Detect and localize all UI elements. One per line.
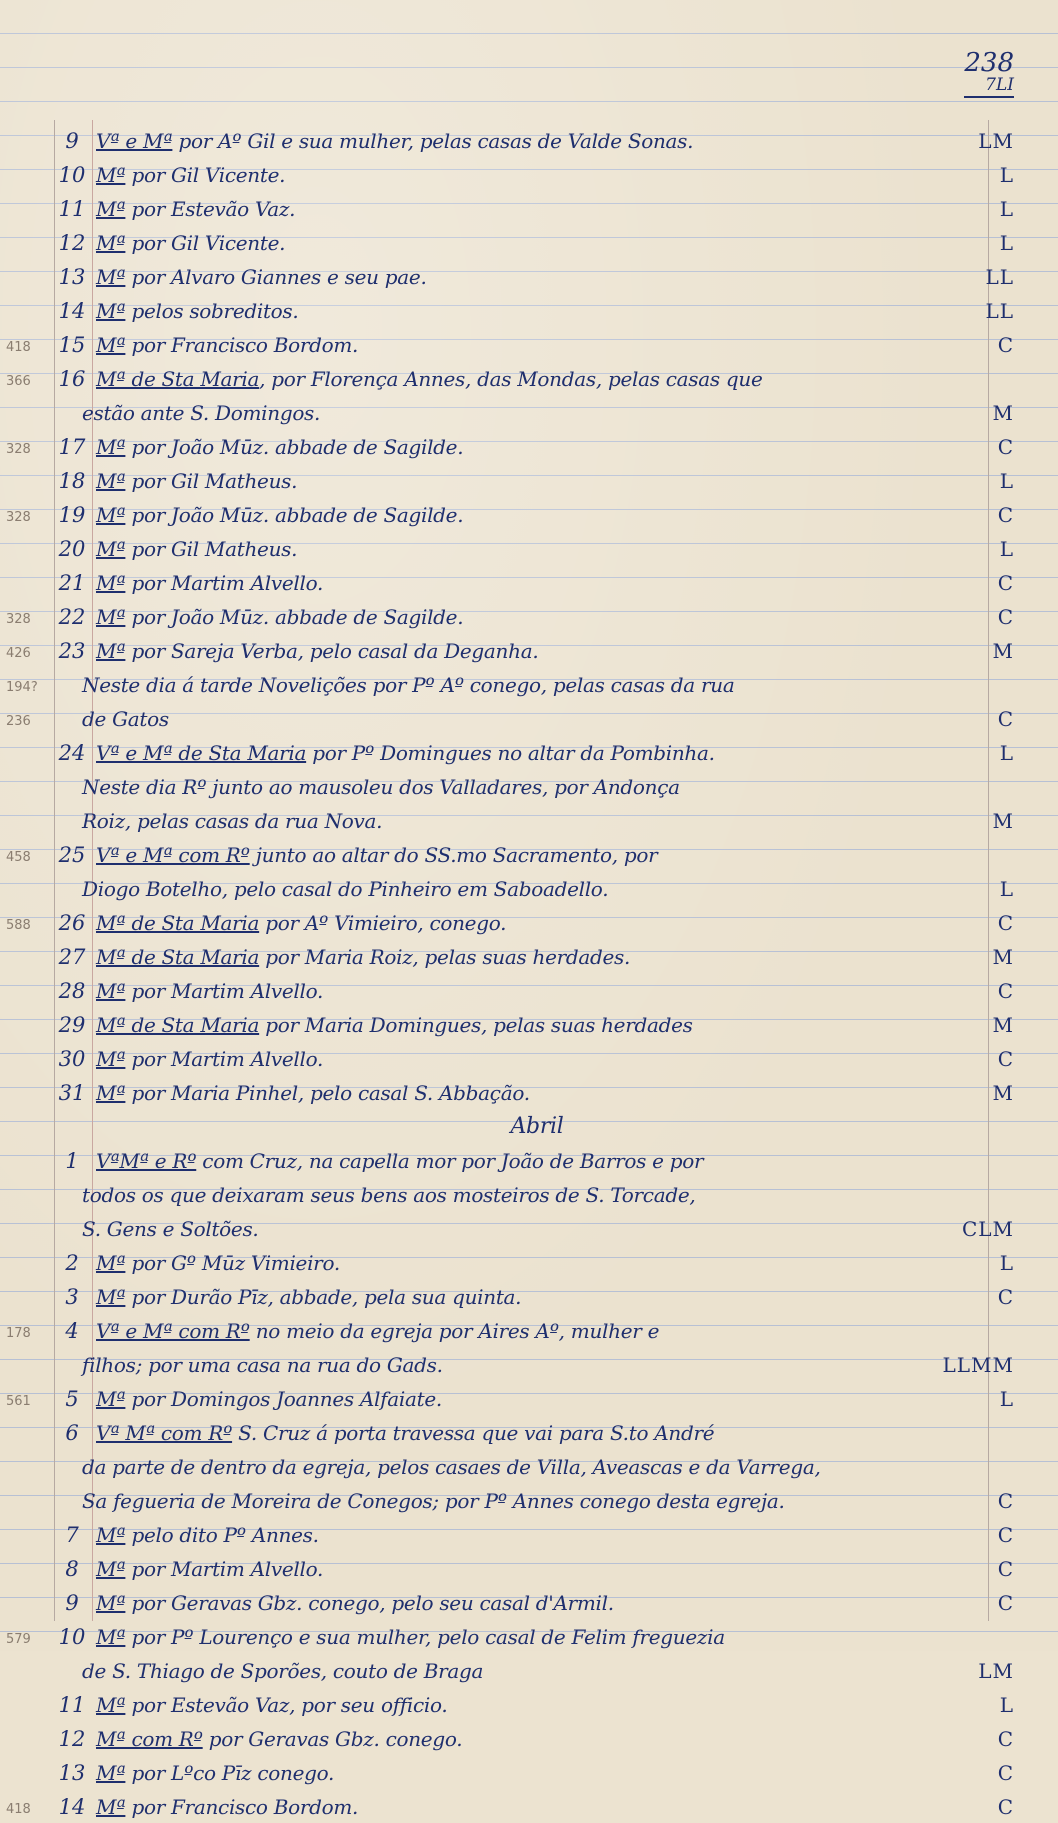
- entry-row: [0, 123, 1058, 157]
- entry-code: LM: [978, 129, 1014, 153]
- entry-continuation: [0, 1483, 1058, 1517]
- margin-note: 561: [6, 1394, 31, 1409]
- entry-day-number: 24: [58, 741, 86, 765]
- entry-office: Mª: [96, 605, 126, 629]
- entry-row: [0, 1143, 1058, 1177]
- entry-day-number: 23: [58, 639, 86, 663]
- entry-day-number: 30: [58, 1047, 86, 1071]
- entry-code: C: [997, 503, 1014, 527]
- entry-day-number: 14: [58, 1795, 86, 1819]
- margin-note: 194?: [6, 680, 38, 695]
- entry-office: Mª de Sta Maria: [96, 367, 260, 391]
- entry-day-number: 6: [65, 1421, 79, 1445]
- entry-continuation: [0, 1211, 1058, 1245]
- margin-note: 178: [6, 1326, 31, 1341]
- entry-row: [0, 1075, 1058, 1109]
- entry-day-number: 10: [58, 163, 86, 187]
- margin-note: 328: [6, 612, 31, 627]
- entry-text: [96, 1625, 978, 1649]
- entry-code: L: [999, 1387, 1014, 1411]
- entry-office: Mª: [96, 1081, 126, 1105]
- entry-code: LL: [985, 265, 1014, 289]
- entry-office: Vª e Mª de Sta Maria: [96, 741, 307, 765]
- entry-day-number: 20: [58, 537, 86, 561]
- entry-code: LL: [985, 299, 1014, 323]
- entry-day-number: 4: [65, 1319, 79, 1343]
- entry-text: [96, 605, 978, 629]
- entry-description: por Francisco Bordom.: [125, 1795, 359, 1819]
- entry-text: [96, 1013, 978, 1037]
- entry-row: [0, 1245, 1058, 1279]
- entry-row: [0, 1551, 1058, 1585]
- entry-office: Mª: [96, 435, 126, 459]
- entry-office: Mª: [96, 1591, 126, 1615]
- entry-text: [82, 809, 978, 833]
- entry-description: com Cruz, na capella mor por João de Barros e por: [196, 1149, 704, 1173]
- entry-description: por Maria Pinhel, pelo casal S. Abbação.: [125, 1081, 530, 1105]
- entry-description: por Martim Alvello.: [125, 979, 324, 1003]
- entry-code: C: [997, 1591, 1014, 1615]
- entry-day-number: 31: [58, 1081, 86, 1105]
- entry-office: Mª: [96, 1693, 126, 1717]
- entry-office: Vª e Mª: [96, 129, 173, 153]
- entry-row: [0, 1279, 1058, 1313]
- entry-row: [0, 599, 1058, 633]
- entry-office: Mª: [96, 1387, 126, 1411]
- entry-description: S. Gens e Soltões.: [82, 1217, 259, 1241]
- entry-code: L: [999, 163, 1014, 187]
- entry-row: [0, 157, 1058, 191]
- entry-code: M: [992, 1013, 1014, 1037]
- entry-office: Mª: [96, 1795, 126, 1819]
- folio-arabic: 238: [964, 48, 1014, 78]
- entry-row: [0, 1381, 1058, 1415]
- entry-row: [0, 327, 1058, 361]
- entry-row: [0, 429, 1058, 463]
- entry-row: [0, 1041, 1058, 1075]
- entry-code: L: [999, 231, 1014, 255]
- entry-day-number: 27: [58, 945, 86, 969]
- entry-description: pelos sobreditos.: [125, 299, 299, 323]
- entry-continuation: [0, 1177, 1058, 1211]
- entry-code: L: [999, 469, 1014, 493]
- entry-office: Mª: [96, 1285, 126, 1309]
- entry-office: Mª: [96, 231, 126, 255]
- entry-code: L: [999, 1251, 1014, 1275]
- margin-note: 426: [6, 646, 31, 661]
- entry-day-number: 12: [58, 1727, 86, 1751]
- entry-description: S. Cruz á porta travessa que vai para S.to André: [232, 1421, 715, 1445]
- entry-office: Mª com Rº: [96, 1727, 203, 1751]
- entry-office: Mª: [96, 503, 126, 527]
- entry-row: [0, 191, 1058, 225]
- folio-number: [964, 48, 1014, 98]
- entry-description: por Maria Roiz, pelas suas herdades.: [259, 945, 631, 969]
- entry-office: Mª: [96, 571, 126, 595]
- entry-row: [0, 837, 1058, 871]
- margin-note: 579: [6, 1632, 31, 1647]
- entry-description: por Aº Vimieiro, conego.: [259, 911, 507, 935]
- entry-description: por Estevão Vaz.: [125, 197, 296, 221]
- entry-text: [96, 979, 978, 1003]
- entry-row: [0, 293, 1058, 327]
- entry-text: [96, 503, 978, 527]
- entry-description: por Martim Alvello.: [125, 571, 324, 595]
- entry-row: [0, 735, 1058, 769]
- entry-code: L: [999, 741, 1014, 765]
- entry-text: [96, 1421, 978, 1445]
- entry-office: Mª: [96, 333, 126, 357]
- entry-day-number: 13: [58, 265, 86, 289]
- entry-description: por Francisco Bordom.: [125, 333, 359, 357]
- entry-description: no meio da egreja por Aires Aº, mulher e: [249, 1319, 660, 1343]
- entry-text: [96, 843, 978, 867]
- entry-description: Neste dia á tarde Novelições por Pº Aº conego, pelas casas da rua: [82, 673, 735, 697]
- entry-row: [0, 1619, 1058, 1653]
- entry-description: por Maria Domingues, pelas suas herdades: [259, 1013, 693, 1037]
- entry-row: [0, 939, 1058, 973]
- entry-day-number: 8: [65, 1557, 79, 1581]
- entry-text: [82, 401, 978, 425]
- entry-day-number: 2: [65, 1251, 79, 1275]
- entry-code: LLMM: [942, 1353, 1014, 1377]
- entry-text: [96, 1149, 978, 1173]
- entry-text: [82, 775, 978, 799]
- entry-continuation: [0, 395, 1058, 429]
- entry-text: [96, 299, 978, 323]
- entry-description: por Sareja Verba, pelo casal da Deganha.: [125, 639, 539, 663]
- entry-text: [82, 1353, 978, 1377]
- entry-row: [0, 565, 1058, 599]
- entry-text: [96, 1285, 978, 1309]
- entry-day-number: 19: [58, 503, 86, 527]
- folio-roman: 7LI: [964, 74, 1014, 98]
- entry-text: [96, 1795, 978, 1819]
- entry-row: [0, 259, 1058, 293]
- entry-code: C: [997, 1285, 1014, 1309]
- margin-note: 458: [6, 850, 31, 865]
- entry-day-number: 15: [58, 333, 86, 357]
- entry-continuation: [0, 769, 1058, 803]
- entry-description: , por Florença Annes, das Mondas, pelas casas que: [259, 367, 763, 391]
- entry-continuation: [0, 701, 1058, 735]
- entry-day-number: 3: [65, 1285, 79, 1309]
- entry-row: [0, 1721, 1058, 1755]
- entry-day-number: 11: [58, 1693, 86, 1717]
- entry-row: [0, 1517, 1058, 1551]
- entry-description: por Geravas Gbz. conego.: [202, 1727, 463, 1751]
- entry-code: M: [992, 401, 1014, 425]
- entry-text: [96, 1523, 978, 1547]
- entry-description: por Geravas Gbz. conego, pelo seu casal d'Armil.: [125, 1591, 614, 1615]
- entry-description: Neste dia Rº junto ao mausoleu dos Valladares, por Andonça: [82, 775, 680, 799]
- margin-note: 588: [6, 918, 31, 933]
- entry-row: [0, 225, 1058, 259]
- entry-code: LM: [978, 1659, 1014, 1683]
- margin-note: 366: [6, 374, 31, 389]
- entry-text: [96, 129, 978, 153]
- entry-text: [96, 197, 978, 221]
- entry-code: CLM: [961, 1217, 1014, 1241]
- entry-text: [82, 1489, 978, 1513]
- entry-code: C: [997, 333, 1014, 357]
- entry-code: C: [997, 1489, 1014, 1513]
- entry-text: [96, 469, 978, 493]
- entry-code: C: [997, 1523, 1014, 1547]
- entry-continuation: [0, 1449, 1058, 1483]
- entry-day-number: 18: [58, 469, 86, 493]
- entry-text: [96, 1251, 978, 1275]
- entry-office: Mª: [96, 1557, 126, 1581]
- entry-description: estão ante S. Domingos.: [82, 401, 321, 425]
- entry-day-number: 9: [65, 1591, 79, 1615]
- entry-text: [96, 639, 978, 663]
- entry-text: [82, 673, 978, 697]
- month-heading: [0, 1109, 1058, 1143]
- entry-description: por Estevão Vaz, por seu officio.: [125, 1693, 448, 1717]
- entry-text: [96, 1387, 978, 1411]
- entry-text: [82, 1659, 978, 1683]
- entry-description: por Durão Pīz, abbade, pela sua quinta.: [125, 1285, 522, 1309]
- entry-office: Mª: [96, 537, 126, 561]
- entry-text: [96, 1591, 978, 1615]
- entry-code: C: [997, 605, 1014, 629]
- entry-description: por Martim Alvello.: [125, 1047, 324, 1071]
- entry-row: [0, 1415, 1058, 1449]
- entry-text: [96, 1727, 978, 1751]
- entry-office: Mª: [96, 639, 126, 663]
- entry-description: Roiz, pelas casas da rua Nova.: [82, 809, 383, 833]
- entry-text: [96, 265, 978, 289]
- entry-text: [96, 1693, 978, 1717]
- entry-description: filhos; por uma casa na rua do Gads.: [82, 1353, 443, 1377]
- entry-day-number: 9: [65, 129, 79, 153]
- entry-text: [96, 367, 978, 391]
- entry-text: [96, 163, 978, 187]
- entry-description: todos os que deixaram seus bens aos mosteiros de S. Torcade,: [82, 1183, 696, 1207]
- entry-text: [96, 571, 978, 595]
- entry-office: Vª Mª com Rº: [96, 1421, 233, 1445]
- entry-office: Mª de Sta Maria: [96, 911, 260, 935]
- entry-text: [96, 1761, 978, 1785]
- entry-office: Mª: [96, 1761, 126, 1785]
- entry-row: [0, 1585, 1058, 1619]
- entry-text: [82, 1183, 978, 1207]
- entry-description: por Domingos Joannes Alfaiate.: [125, 1387, 442, 1411]
- entry-code: C: [997, 1761, 1014, 1785]
- entry-text: [96, 1047, 978, 1071]
- margin-note: 418: [6, 1802, 31, 1817]
- entry-text: [82, 707, 978, 731]
- entry-description: por João Mūz. abbade de Sagilde.: [125, 503, 464, 527]
- entry-text: [96, 945, 978, 969]
- entry-description: por Pº Lourenço e sua mulher, pelo casal de Felim freguezia: [125, 1625, 725, 1649]
- entry-day-number: 1: [65, 1149, 79, 1173]
- entry-text: [96, 1114, 978, 1139]
- entry-day-number: 16: [58, 367, 86, 391]
- entry-office: Mª: [96, 469, 126, 493]
- entry-code: C: [997, 1795, 1014, 1819]
- entry-continuation: [0, 803, 1058, 837]
- margin-note: 418: [6, 340, 31, 355]
- entry-text: [96, 333, 978, 357]
- entry-office: Mª de Sta Maria: [96, 1013, 260, 1037]
- entry-text: [82, 877, 978, 901]
- entry-continuation: [0, 871, 1058, 905]
- entry-code: M: [992, 945, 1014, 969]
- entry-row: [0, 1755, 1058, 1789]
- entry-office: VªMª e Rº: [96, 1149, 197, 1173]
- entry-row: [0, 1687, 1058, 1721]
- entry-office: Mª: [96, 979, 126, 1003]
- entry-description: de S. Thiago de Sporões, couto de Braga: [82, 1659, 484, 1683]
- entry-description: pelo dito Pº Annes.: [125, 1523, 319, 1547]
- entry-description: por Gil Vicente.: [125, 231, 286, 255]
- entry-office: Mª: [96, 1523, 126, 1547]
- entry-row: [0, 361, 1058, 395]
- entry-row: [0, 463, 1058, 497]
- entry-row: [0, 497, 1058, 531]
- entry-description: Abril: [510, 1114, 564, 1139]
- entry-day-number: 7: [65, 1523, 79, 1547]
- entry-continuation: [0, 1653, 1058, 1687]
- entry-day-number: 28: [58, 979, 86, 1003]
- entry-description: Sa fegueria de Moreira de Conegos; por Pº Annes conego desta egreja.: [82, 1489, 785, 1513]
- entry-description: por Martim Alvello.: [125, 1557, 324, 1581]
- entry-day-number: 25: [58, 843, 86, 867]
- entry-office: Vª e Mª com Rº: [96, 843, 250, 867]
- entry-code: C: [997, 1047, 1014, 1071]
- entry-day-number: 22: [58, 605, 86, 629]
- entry-code: C: [997, 1727, 1014, 1751]
- entry-text: [96, 231, 978, 255]
- entries-list: [0, 123, 1058, 1823]
- entry-code: C: [997, 1557, 1014, 1581]
- entry-code: L: [999, 537, 1014, 561]
- entry-description: de Gatos: [82, 707, 169, 731]
- entry-row: [0, 531, 1058, 565]
- entry-row: [0, 1007, 1058, 1041]
- entry-description: por Gil Matheus.: [125, 537, 298, 561]
- entry-code: M: [992, 809, 1014, 833]
- entry-description: por Alvaro Giannes e seu pae.: [125, 265, 427, 289]
- entry-text: [82, 1455, 978, 1479]
- entry-description: Diogo Botelho, pelo casal do Pinheiro em Saboadello.: [82, 877, 609, 901]
- entry-office: Mª: [96, 1625, 126, 1649]
- entry-text: [96, 537, 978, 561]
- entry-description: por Pº Domingues no altar da Pombinha.: [306, 741, 715, 765]
- entry-text: [96, 741, 978, 765]
- entry-text: [96, 435, 978, 459]
- entry-day-number: 14: [58, 299, 86, 323]
- entry-office: Mª de Sta Maria: [96, 945, 260, 969]
- entry-text: [82, 1217, 978, 1241]
- entry-day-number: 12: [58, 231, 86, 255]
- entry-code: C: [997, 911, 1014, 935]
- entry-description: por João Mūz. abbade de Sagilde.: [125, 435, 464, 459]
- entry-office: Mª: [96, 265, 126, 289]
- entry-row: [0, 973, 1058, 1007]
- entry-description: por João Mūz. abbade de Sagilde.: [125, 605, 464, 629]
- entry-description: por Gil Vicente.: [125, 163, 286, 187]
- entry-description: por Lºco Pīz conego.: [125, 1761, 335, 1785]
- entry-code: C: [997, 707, 1014, 731]
- entry-text: [96, 911, 978, 935]
- entry-row: [0, 905, 1058, 939]
- entry-code: L: [999, 1693, 1014, 1717]
- margin-note: 236: [6, 714, 31, 729]
- entry-day-number: 13: [58, 1761, 86, 1785]
- entry-continuation: [0, 1347, 1058, 1381]
- entry-row: [0, 633, 1058, 667]
- entry-code: C: [997, 979, 1014, 1003]
- entry-day-number: 5: [65, 1387, 79, 1411]
- entry-description: junto ao altar do SS.mo Sacramento, por: [249, 843, 658, 867]
- entry-code: M: [992, 639, 1014, 663]
- entry-code: L: [999, 877, 1014, 901]
- entry-description: por Aº Gil e sua mulher, pelas casas de Valde Sonas.: [172, 129, 694, 153]
- entry-office: Mª: [96, 1047, 126, 1071]
- entry-description: da parte de dentro da egreja, pelos casaes de Villa, Aveascas e da Varrega,: [82, 1455, 821, 1479]
- entry-day-number: 17: [58, 435, 86, 459]
- entry-continuation: [0, 667, 1058, 701]
- entry-day-number: 26: [58, 911, 86, 935]
- entry-code: C: [997, 435, 1014, 459]
- entry-day-number: 21: [58, 571, 86, 595]
- margin-note: 328: [6, 442, 31, 457]
- entry-day-number: 11: [58, 197, 86, 221]
- entry-day-number: 29: [58, 1013, 86, 1037]
- entry-code: C: [997, 571, 1014, 595]
- entry-description: por Gil Matheus.: [125, 469, 298, 493]
- entry-code: M: [992, 1081, 1014, 1105]
- entry-row: [0, 1313, 1058, 1347]
- entry-office: Vª e Mª com Rº: [96, 1319, 250, 1343]
- entry-office: Mª: [96, 1251, 126, 1275]
- margin-note: 328: [6, 510, 31, 525]
- entry-office: Mª: [96, 163, 126, 187]
- entry-office: Mª: [96, 299, 126, 323]
- entry-day-number: 10: [58, 1625, 86, 1649]
- entry-office: Mª: [96, 197, 126, 221]
- entry-description: por Gº Mūz Vimieiro.: [125, 1251, 340, 1275]
- entry-text: [96, 1319, 978, 1343]
- entry-text: [96, 1557, 978, 1581]
- entry-code: L: [999, 197, 1014, 221]
- entry-text: [96, 1081, 978, 1105]
- entry-row: [0, 1789, 1058, 1823]
